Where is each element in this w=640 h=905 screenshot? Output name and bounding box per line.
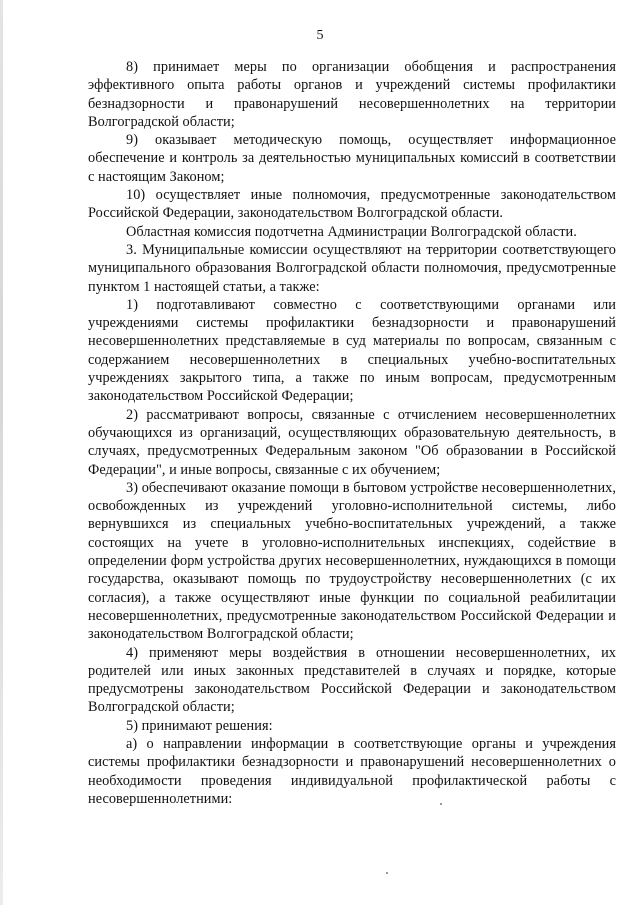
paragraph-item-8: 8) принимает меры по организации обобщения и распространения эффективного опыта работы органов и учреждений системы профилактики безнадзорности и правонарушений несовершеннолетних на территории Волгоградской области; <box>88 59 616 130</box>
document-body <box>88 58 616 808</box>
scan-speck <box>440 803 442 805</box>
paragraph-subitem-1: 1) подготавливают совместно с соответствующими органами или учреждениями системы профилактики безнадзорности и правонарушений несовершеннолетних представляемые в суд материалы по вопросам, связанным с содержанием несовершеннолетних в специальных учебно-воспитательных учреждениях закрытого типа, а также по иным вопросам, предусмотренным законодательством Российской Федерации; <box>88 296 616 405</box>
paragraph-subitem-3: 3) обеспечивают оказание помощи в бытовом устройстве несовершеннолетних, освобожденных из учреждений уголовно-исполнительной системы, либо вернувшихся из специальных учебно-воспитательных учреждений, а также состоящих на учете в уголовно-исполнительных инспекциях, содействие в определении форм устройства других несовершеннолетних, нуждающихся в помощи государства, оказывают помощь по трудоустройству несовершеннолетних (с их согласия), а также осуществляют иные функции по социальной реабилитации несовершеннолетних, предусмотренные законодательством Российской Федерации и законодательством Волгоградской области; <box>88 479 616 643</box>
paragraph-item-10: 10) осуществляет иные полномочия, предусмотренные законодательством Российской Федерации, законодательством Волгоградской области. <box>88 187 616 222</box>
page-number: 5 <box>316 28 324 43</box>
paragraph-subitem-2: 2) рассматривают вопросы, связанные с отчислением несовершеннолетних обучающихся из организаций, осуществляющих образовательную деятельность, в случаях, предусмотренных Федеральным законом "Об образовании в Российской Федерации", и иные вопросы, связанные с их обучением; <box>88 406 616 478</box>
paragraph-accountability: Областная комиссия подотчетна Администрации Волгоградской области. <box>126 223 577 240</box>
paragraph-subitem-5: 5) принимают решения: <box>126 717 273 734</box>
paragraph-section-3: 3. Муниципальные комиссии осуществляют на территории соответствующего муниципального образования Волгоградской области полномочия, предусмотренные пунктом 1 настоящей статьи, а также: <box>88 241 616 295</box>
paragraph-subitem-5a: а) о направлении информации в соответствующие органы и учреждения системы профилактики безнадзорности и правонарушений несовершеннолетних о необходимости проведения индивидуальной профилактической работы с несовершеннолетними: <box>88 735 616 807</box>
paragraph-subitem-4: 4) применяют меры воздействия в отношении несовершеннолетних, их родителей или иных законных представителей в случаях и порядке, которые предусмотрены законодательством Российской Федерации и законодательством Волгоградской области; <box>88 644 616 716</box>
paragraph-item-9: 9) оказывает методическую помощь, осуществляет информационное обеспечение и контроль за деятельностью муниципальных комиссий в соответствии с настоящим Законом; <box>88 132 616 185</box>
scan-speck <box>386 872 388 874</box>
scan-edge <box>0 0 3 905</box>
